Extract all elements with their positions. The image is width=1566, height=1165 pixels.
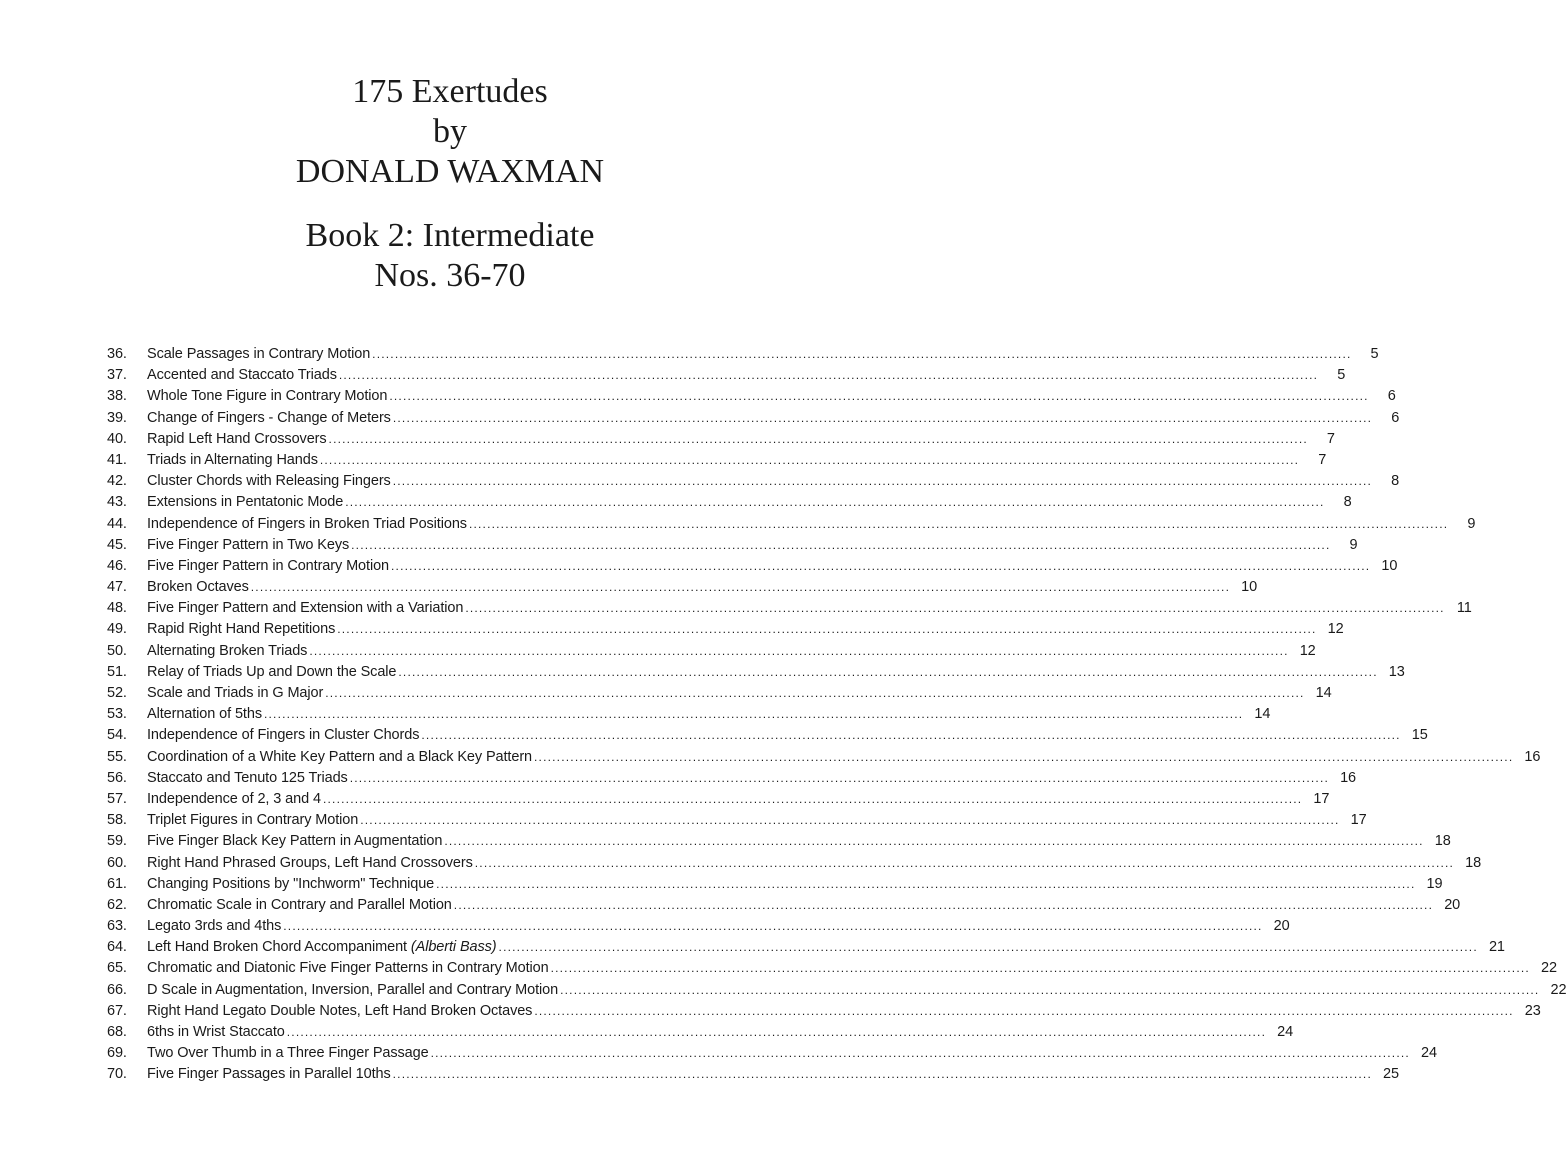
toc-entry-page: 21: [1488, 939, 1505, 956]
toc-entry-title: [147, 664, 396, 680]
dot-leader: [391, 559, 1370, 573]
toc-entry-page: 16: [1340, 769, 1357, 786]
dot-leader: [393, 474, 1372, 488]
toc-entry-title-italic: (Alberti Bass): [410, 939, 497, 956]
toc-entry-title: [147, 431, 327, 447]
dot-leader: [372, 347, 1351, 361]
toc-entry-number: 37.: [107, 367, 127, 384]
toc-entry-title: [147, 876, 434, 892]
toc-entry-title: [147, 621, 335, 637]
toc-entry-title: [147, 1003, 532, 1019]
toc-entry: [107, 642, 1316, 664]
toc-entry-number: 56.: [107, 769, 127, 786]
toc-entry-title: [147, 833, 442, 849]
toc-entry: [107, 1024, 1294, 1045]
toc-entry-title: [147, 516, 467, 532]
toc-entry-title-text: Independence of Fingers in Broken Triad Positions: [147, 515, 467, 532]
toc-entry: [107, 346, 1379, 367]
toc-entry-page: 10: [1241, 579, 1258, 596]
toc-entry-title: [147, 706, 262, 722]
toc-entry-title-text: Independence of 2, 3 and 4: [147, 790, 321, 807]
toc-entry-number: 64.: [107, 939, 127, 956]
toc-entry-number: 45.: [107, 536, 127, 553]
toc-entry-title: [147, 452, 318, 468]
toc-entry: [107, 896, 1461, 918]
toc-entry-page: 22: [1540, 960, 1557, 977]
toc-entry: [107, 430, 1335, 452]
author-name: DONALD WAXMAN: [295, 153, 605, 190]
toc-entry-title-text: Chromatic and Diatonic Five Finger Patterns in Contrary Motion: [147, 960, 549, 977]
toc-entry-page: 18: [1465, 854, 1482, 871]
toc-entry-number: 50.: [107, 642, 127, 659]
toc-entry-title-text: Chromatic Scale in Contrary and Parallel Motion: [147, 896, 452, 913]
toc-entry-number: 65.: [107, 960, 127, 977]
dot-leader: [320, 453, 1299, 467]
toc-entry-page: 19: [1426, 875, 1443, 892]
toc-entry-number: 36.: [107, 346, 127, 362]
toc-entry-page: 17: [1350, 812, 1367, 829]
toc-entry-title: [147, 749, 532, 765]
toc-entry-title: [147, 685, 323, 701]
toc-entry-page: 13: [1388, 663, 1405, 680]
toc-entry-page: 12: [1327, 621, 1344, 638]
toc-entry-number: 39.: [107, 409, 127, 426]
dot-leader: [287, 1025, 1266, 1039]
toc-entry-title-text: Independence of Fingers in Cluster Chords: [147, 727, 420, 744]
toc-entry-number: 61.: [107, 875, 127, 892]
book-series-title: 175 Exertudes: [352, 73, 548, 110]
toc-entry-page: 8: [1343, 494, 1352, 511]
toc-entry-number: 70.: [107, 1066, 127, 1083]
toc-entry-page: 24: [1420, 1045, 1437, 1062]
number-range: Nos. 36-70: [374, 257, 526, 294]
toc-entry-title: [147, 855, 473, 871]
toc-entry-page: 24: [1277, 1024, 1294, 1040]
toc-entry: [107, 960, 1557, 981]
toc-entry-title-text: Five Finger Passages in Parallel 10ths: [147, 1066, 391, 1083]
toc-entry-page: 17: [1313, 790, 1330, 807]
dot-leader: [431, 1046, 1410, 1060]
toc-entry-number: 62.: [107, 896, 127, 913]
dot-leader: [323, 792, 1302, 806]
dot-leader: [393, 1067, 1372, 1081]
toc-entry-page: 20: [1444, 896, 1461, 913]
toc-entry: [107, 1066, 1399, 1087]
toc-entry-title-text: Rapid Right Hand Repetitions: [147, 621, 336, 638]
toc-entry-title: [147, 1045, 429, 1061]
toc-entry-title-text: Scale Passages in Contrary Motion: [147, 346, 371, 362]
toc-entry-title: [147, 727, 419, 743]
toc-entry-title: [147, 791, 321, 807]
toc-entry: [107, 473, 1400, 494]
toc-entry-title: [147, 939, 497, 955]
toc-entry-title-text: Alternation of 5ths: [147, 706, 262, 723]
dot-leader: [351, 538, 1330, 552]
toc-entry-number: 42.: [107, 473, 127, 490]
dot-leader: [534, 750, 1513, 764]
toc-entry-title-text: Broken Octaves: [147, 579, 249, 596]
toc-entry-number: 38.: [107, 388, 127, 405]
toc-entry-number: 58.: [107, 812, 127, 829]
toc-entry-title: [147, 600, 463, 616]
toc-entry-title-text: Extensions in Pentatonic Mode: [147, 494, 344, 511]
dot-leader: [360, 813, 1339, 827]
toc-entry: [107, 515, 1476, 537]
toc-entry-number: 60.: [107, 854, 127, 871]
toc-entry-title-text: Whole Tone Figure in Contrary Motion: [147, 388, 388, 405]
toc-entry-number: 67.: [107, 1002, 127, 1019]
toc-entry-page: 7: [1326, 430, 1335, 447]
toc-entry-page: 20: [1273, 918, 1290, 935]
toc-entry-title-text: Legato 3rds and 4ths: [147, 918, 282, 935]
toc-entry: [107, 388, 1396, 409]
table-of-contents: [107, 346, 1566, 1088]
toc-entry-title-text: Alternating Broken Triads: [147, 642, 308, 659]
toc-entry-number: 57.: [107, 790, 127, 807]
toc-entry-page: 9: [1349, 536, 1358, 553]
toc-entry-page: 14: [1254, 706, 1271, 723]
toc-entry: [107, 663, 1405, 685]
toc-entry-title-text: Five Finger Black Key Pattern in Augmentation: [147, 833, 443, 850]
toc-entry-page: 25: [1383, 1066, 1399, 1083]
toc-entry: [107, 579, 1258, 600]
dot-leader: [465, 601, 1444, 615]
toc-entry: [107, 1045, 1437, 1066]
title-block: [0, 72, 900, 296]
toc-entry: [107, 557, 1398, 579]
book-volume-title: Book 2: Intermediate: [305, 217, 595, 254]
toc-entry-title-text: D Scale in Augmentation, Inversion, Parallel and Contrary Motion: [147, 981, 559, 998]
dot-leader: [436, 877, 1415, 891]
toc-entry-title-text: Triads in Alternating Hands: [147, 451, 318, 468]
dot-leader: [393, 411, 1372, 425]
toc-entry-title-text: Accented and Staccato Triads: [147, 367, 337, 384]
toc-entry-page: 5: [1370, 346, 1379, 362]
toc-entry: [107, 1002, 1541, 1024]
toc-entry-page: 23: [1524, 1002, 1541, 1019]
toc-entry-number: 43.: [107, 494, 127, 511]
toc-entry-title: [147, 537, 349, 553]
toc-entry-number: 41.: [107, 451, 127, 468]
toc-entry-number: 69.: [107, 1045, 127, 1062]
toc-entry-number: 46.: [107, 557, 127, 574]
dot-leader: [398, 665, 1377, 679]
dot-leader: [345, 495, 1324, 509]
toc-entry-title: [147, 367, 337, 383]
toc-entry-page: 5: [1337, 367, 1346, 384]
toc-entry-number: 68.: [107, 1024, 127, 1040]
toc-entry: [107, 790, 1330, 812]
toc-entry-title-text: Rapid Left Hand Crossovers: [147, 430, 327, 447]
toc-entry-title: [147, 579, 249, 595]
dot-leader: [389, 389, 1368, 403]
toc-entry: [107, 706, 1271, 727]
dot-leader: [454, 898, 1433, 912]
dot-leader: [329, 432, 1308, 446]
dot-leader: [264, 707, 1243, 721]
toc-entry: [107, 367, 1346, 388]
toc-entry: [107, 875, 1443, 897]
toc-entry-title: [147, 897, 452, 913]
toc-entry-title-text: Two Over Thumb in a Three Finger Passage: [147, 1045, 429, 1062]
dot-leader: [499, 940, 1478, 954]
toc-entry-title: [147, 812, 358, 828]
toc-entry-page: 11: [1456, 600, 1472, 617]
toc-entry: [107, 939, 1505, 960]
toc-entry: [107, 918, 1290, 939]
toc-entry-page: 15: [1411, 727, 1428, 744]
toc-entry-title: [147, 1024, 285, 1040]
toc-entry-number: 53.: [107, 706, 127, 723]
toc-entry-title: [147, 494, 343, 510]
toc-entry-number: 44.: [107, 515, 127, 532]
toc-entry-title-text: Left Hand Broken Chord Accompaniment: [147, 939, 411, 956]
toc-entry: [107, 727, 1428, 748]
toc-entry: [107, 685, 1332, 706]
by-line: by: [433, 113, 467, 150]
toc-entry-title-text: Coordination of a White Key Pattern and a Black Key Pattern: [147, 748, 533, 765]
toc-entry-title-text: Triplet Figures in Contrary Motion: [147, 812, 359, 829]
toc-entry-page: 6: [1387, 388, 1396, 405]
toc-entry-number: 49.: [107, 621, 127, 638]
toc-entry-title-text: Five Finger Pattern in Two Keys: [147, 536, 350, 553]
toc-entry-page: 7: [1318, 451, 1327, 468]
dot-leader: [551, 961, 1530, 975]
toc-entry-title: [147, 982, 558, 998]
dot-leader: [251, 580, 1230, 594]
dot-leader: [325, 686, 1304, 700]
toc-entry-title: [147, 643, 307, 659]
dot-leader: [560, 983, 1539, 997]
toc-entry: [107, 494, 1352, 515]
toc-entry-number: 66.: [107, 981, 127, 998]
toc-entry-title: [147, 473, 391, 489]
toc-entry-title: [147, 918, 281, 934]
toc-entry-title: [147, 558, 389, 574]
toc-entry-page: 18: [1434, 833, 1451, 850]
toc-entry-title: [147, 960, 549, 976]
toc-entry-page: 6: [1391, 409, 1400, 426]
dot-leader: [444, 834, 1423, 848]
toc-entry: [107, 769, 1357, 791]
dot-leader: [534, 1004, 1513, 1018]
dot-leader: [339, 368, 1318, 382]
toc-entry-number: 48.: [107, 600, 127, 617]
toc-entry: [107, 748, 1541, 770]
toc-entry-number: 59.: [107, 833, 127, 850]
toc-entry-page: 22: [1550, 981, 1566, 998]
dot-leader: [337, 622, 1316, 636]
toc-entry-page: 16: [1524, 748, 1541, 765]
toc-entry: [107, 536, 1358, 558]
dot-leader: [283, 919, 1262, 933]
toc-entry-title-text: Scale and Triads in G Major: [147, 685, 324, 701]
toc-entry-number: 47.: [107, 579, 127, 596]
dot-leader: [475, 856, 1454, 870]
toc-entry: [107, 833, 1451, 854]
toc-entry-title-text: Five Finger Pattern and Extension with a Variation: [147, 600, 464, 617]
toc-entry-title-text: Right Hand Legato Double Notes, Left Hand Broken Octaves: [147, 1002, 533, 1019]
toc-entry-page: 8: [1391, 473, 1400, 490]
toc-entry: [107, 409, 1400, 431]
toc-entry-title: [147, 346, 370, 362]
toc-entry-number: 54.: [107, 727, 127, 744]
toc-entry-title-text: Right Hand Phrased Groups, Left Hand Crossovers: [147, 854, 473, 871]
toc-entry: [107, 854, 1482, 876]
dot-leader: [421, 728, 1400, 742]
toc-entry: [107, 812, 1367, 833]
toc-entry-page: 14: [1315, 685, 1332, 701]
subtitle-block: [0, 216, 900, 296]
toc-entry: [107, 600, 1472, 621]
toc-entry-page: 9: [1467, 515, 1476, 532]
toc-entry-title-text: 6ths in Wrist Staccato: [147, 1024, 285, 1040]
dot-leader: [309, 644, 1288, 658]
toc-entry-page: 10: [1381, 557, 1398, 574]
toc-entry-number: 40.: [107, 430, 127, 447]
toc-entry: [107, 981, 1566, 1003]
toc-entry-title: [147, 1066, 391, 1082]
toc-entry-title-text: Staccato and Tenuto 125 Triads: [147, 769, 348, 786]
toc-entry-title-text: Five Finger Pattern in Contrary Motion: [147, 557, 389, 574]
dot-leader: [350, 771, 1329, 785]
toc-entry-title: [147, 388, 387, 404]
dot-leader: [469, 517, 1448, 531]
toc-entry-title-text: Changing Positions by "Inchworm" Technique: [147, 875, 435, 892]
toc-entry-number: 52.: [107, 685, 127, 701]
toc-entry-title-text: Cluster Chords with Releasing Fingers: [147, 473, 391, 490]
toc-entry-number: 55.: [107, 748, 127, 765]
toc-entry-title: [147, 410, 391, 426]
toc-entry-title-text: Relay of Triads Up and Down the Scale: [147, 663, 397, 680]
toc-entry-number: 51.: [107, 663, 127, 680]
toc-entry-title-text: Change of Fingers - Change of Meters: [147, 409, 391, 426]
toc-entry-title: [147, 770, 348, 786]
toc-entry-number: 63.: [107, 918, 127, 935]
toc-entry: [107, 451, 1327, 473]
toc-entry: [107, 621, 1344, 642]
toc-entry-page: 12: [1299, 642, 1316, 659]
